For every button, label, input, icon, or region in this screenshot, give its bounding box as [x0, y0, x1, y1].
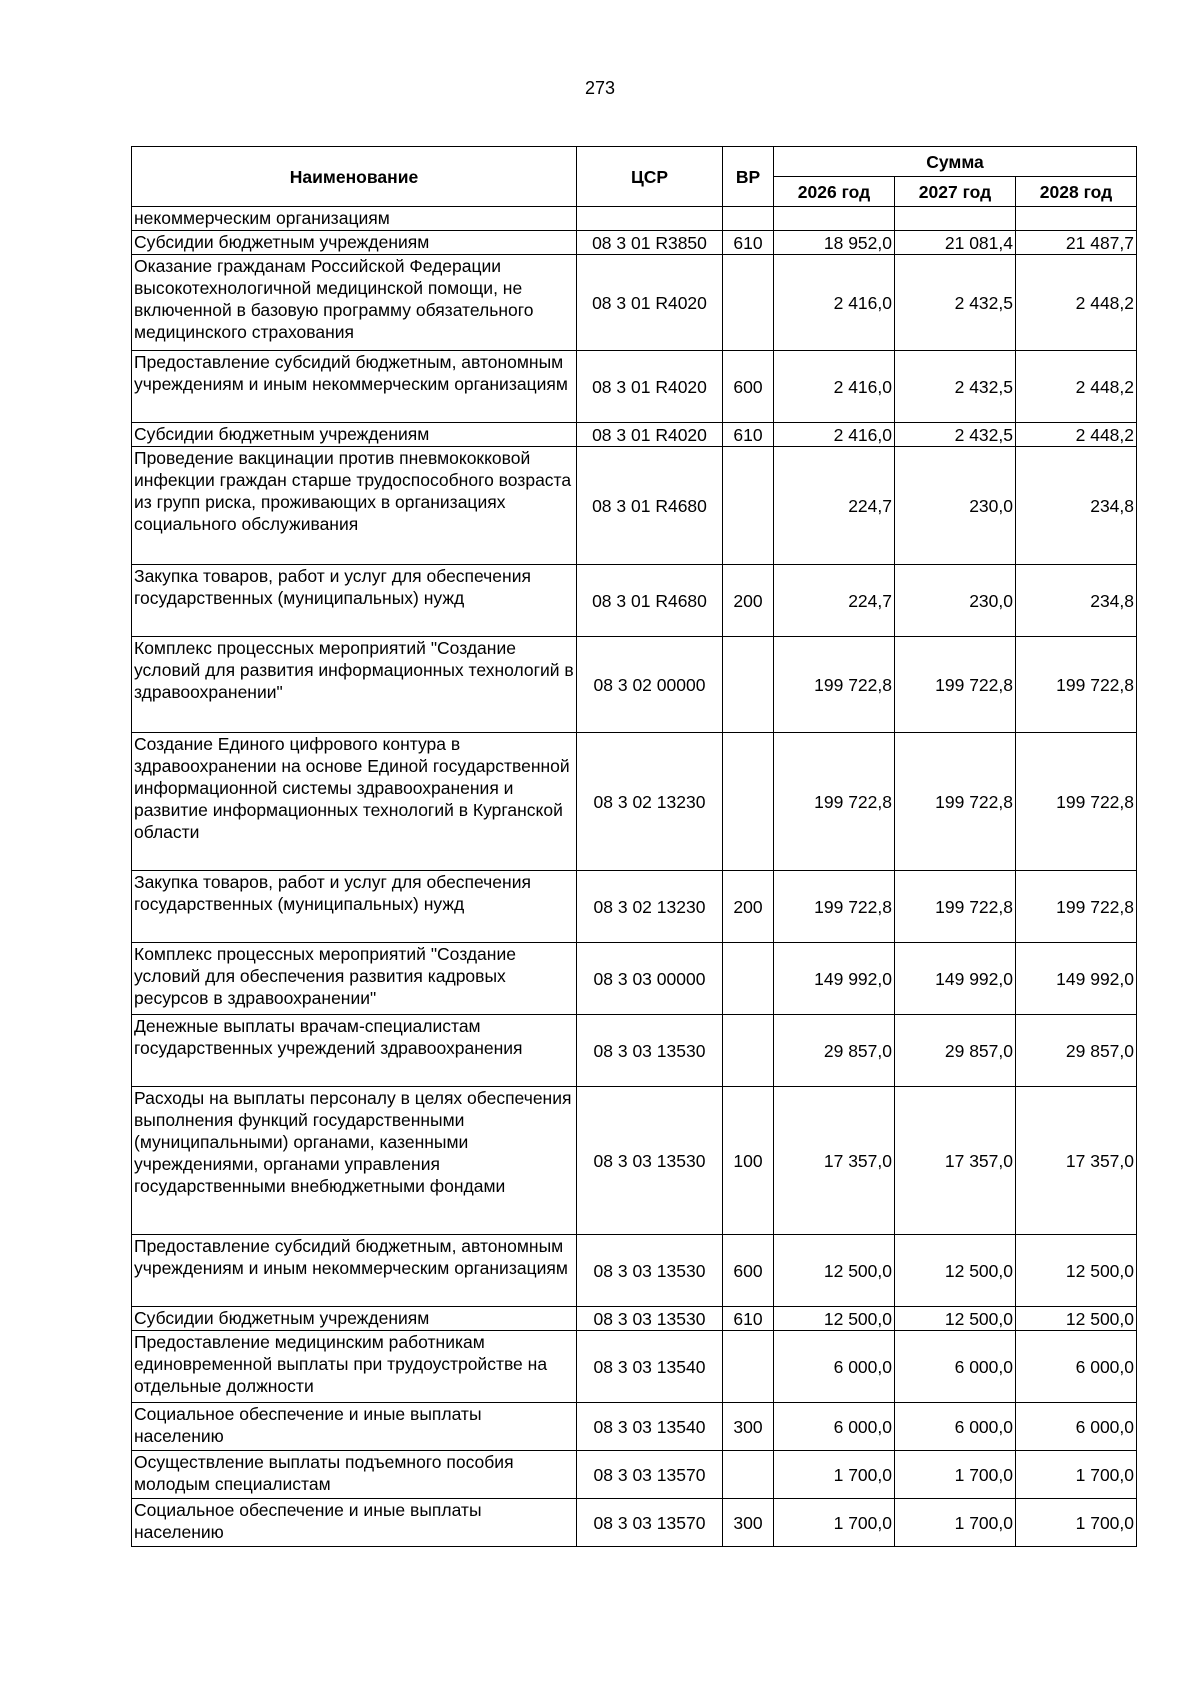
row-sum-2028: 1 700,0 [1016, 1451, 1137, 1499]
row-vr-code [723, 1331, 774, 1403]
row-sum-2027: 12 500,0 [895, 1307, 1016, 1331]
row-sum-2028: 21 487,7 [1016, 231, 1137, 255]
row-sum-2027: 149 992,0 [895, 943, 1016, 1015]
row-name: Комплекс процессных мероприятий "Создание условий для обеспечения развития кадровых ресурсов в здравоохранении" [132, 943, 577, 1015]
row-name: Проведение вакцинации против пневмококковой инфекции граждан старше трудоспособного возраста из групп риска, проживающих в организациях социального обслуживания [132, 447, 577, 565]
row-sum-2028: 29 857,0 [1016, 1015, 1137, 1087]
row-sum-2027: 29 857,0 [895, 1015, 1016, 1087]
row-sum-2028: 234,8 [1016, 565, 1137, 637]
row-name: Оказание гражданам Российской Федерации высокотехнологичной медицинской помощи, не включенной в базовую программу обязательного медицинского страхования [132, 255, 577, 351]
row-sum-2027: 199 722,8 [895, 733, 1016, 871]
row-csr-code: 08 3 01 R4680 [577, 565, 723, 637]
row-sum-2028: 2 448,2 [1016, 423, 1137, 447]
row-sum-2028: 199 722,8 [1016, 733, 1137, 871]
table-row [132, 943, 1137, 1015]
row-sum-2027: 2 432,5 [895, 255, 1016, 351]
row-name: Субсидии бюджетным учреждениям [132, 231, 577, 255]
table-row [132, 207, 1137, 231]
row-sum-2026: 29 857,0 [774, 1015, 895, 1087]
row-vr-code [723, 943, 774, 1015]
row-csr-code: 08 3 03 13530 [577, 1235, 723, 1307]
row-sum-2027: 6 000,0 [895, 1403, 1016, 1451]
table-row [132, 1331, 1137, 1403]
row-csr-code: 08 3 03 13540 [577, 1403, 723, 1451]
row-sum-2026: 6 000,0 [774, 1331, 895, 1403]
table-row [132, 637, 1137, 733]
row-sum-2028: 17 357,0 [1016, 1087, 1137, 1235]
row-name: Субсидии бюджетным учреждениям [132, 423, 577, 447]
row-sum-2027: 21 081,4 [895, 231, 1016, 255]
row-name: Закупка товаров, работ и услуг для обеспечения государственных (муниципальных) нужд [132, 565, 577, 637]
row-vr-code [723, 255, 774, 351]
row-vr-code [723, 1015, 774, 1087]
row-vr-code: 300 [723, 1499, 774, 1547]
row-vr-code [723, 637, 774, 733]
header-name: Наименование [132, 147, 577, 207]
table-row [132, 1307, 1137, 1331]
row-sum-2027: 2 432,5 [895, 423, 1016, 447]
row-csr-code: 08 3 01 R4680 [577, 447, 723, 565]
row-sum-2027: 1 700,0 [895, 1451, 1016, 1499]
row-sum-2026: 17 357,0 [774, 1087, 895, 1235]
row-sum-2027: 2 432,5 [895, 351, 1016, 423]
table-row [132, 871, 1137, 943]
row-csr-code: 08 3 02 00000 [577, 637, 723, 733]
row-csr-code: 08 3 01 R4020 [577, 351, 723, 423]
header-csr: ЦСР [577, 147, 723, 207]
table-row [132, 1499, 1137, 1547]
table-row [132, 565, 1137, 637]
row-name: Осуществление выплаты подъемного пособия молодым специалистам [132, 1451, 577, 1499]
row-sum-2028: 12 500,0 [1016, 1235, 1137, 1307]
row-sum-2026: 1 700,0 [774, 1451, 895, 1499]
table-row [132, 1451, 1137, 1499]
row-vr-code: 610 [723, 423, 774, 447]
row-sum-2026: 2 416,0 [774, 423, 895, 447]
header-year-2027: 2027 год [895, 177, 1016, 207]
row-vr-code: 200 [723, 565, 774, 637]
row-csr-code: 08 3 03 13530 [577, 1087, 723, 1235]
row-csr-code: 08 3 02 13230 [577, 871, 723, 943]
row-vr-code: 610 [723, 1307, 774, 1331]
table-row [132, 1087, 1137, 1235]
row-name: Комплекс процессных мероприятий "Создание условий для развития информационных технологий в здравоохранении" [132, 637, 577, 733]
row-sum-2026: 149 992,0 [774, 943, 895, 1015]
row-csr-code: 08 3 03 00000 [577, 943, 723, 1015]
row-vr-code: 600 [723, 351, 774, 423]
row-sum-2028: 2 448,2 [1016, 255, 1137, 351]
row-vr-code: 300 [723, 1403, 774, 1451]
table-row [132, 1015, 1137, 1087]
table-row [132, 447, 1137, 565]
table-header [132, 147, 1137, 207]
row-sum-2026: 12 500,0 [774, 1235, 895, 1307]
row-name: Денежные выплаты врачам-специалистам государственных учреждений здравоохранения [132, 1015, 577, 1087]
header-year-2028: 2028 год [1016, 177, 1137, 207]
header-sum: Сумма [774, 147, 1137, 177]
table-row [132, 1235, 1137, 1307]
row-vr-code: 610 [723, 231, 774, 255]
table-row [132, 351, 1137, 423]
header-year-2026: 2026 год [774, 177, 895, 207]
row-sum-2026: 1 700,0 [774, 1499, 895, 1547]
row-vr-code: 600 [723, 1235, 774, 1307]
row-sum-2026: 2 416,0 [774, 255, 895, 351]
row-csr-code: 08 3 03 13530 [577, 1307, 723, 1331]
row-vr-code [723, 207, 774, 231]
row-csr-code: 08 3 03 13530 [577, 1015, 723, 1087]
row-sum-2027: 1 700,0 [895, 1499, 1016, 1547]
table-row [132, 423, 1137, 447]
budget-table [131, 146, 1137, 1547]
row-csr-code: 08 3 03 13540 [577, 1331, 723, 1403]
row-name: Предоставление субсидий бюджетным, автономным учреждениям и иным некоммерческим организациям [132, 351, 577, 423]
row-name: Субсидии бюджетным учреждениям [132, 1307, 577, 1331]
row-vr-code [723, 733, 774, 871]
row-name: Предоставление медицинским работникам единовременной выплаты при трудоустройстве на отдельные должности [132, 1331, 577, 1403]
row-sum-2026: 199 722,8 [774, 637, 895, 733]
row-name: Создание Единого цифрового контура в здравоохранении на основе Единой государственной информационной системы здравоохранения и развитие информационных технологий в Курганской области [132, 733, 577, 871]
row-sum-2028: 199 722,8 [1016, 871, 1137, 943]
row-sum-2028: 6 000,0 [1016, 1331, 1137, 1403]
row-sum-2027: 12 500,0 [895, 1235, 1016, 1307]
table-row [132, 255, 1137, 351]
row-sum-2027: 6 000,0 [895, 1331, 1016, 1403]
row-csr-code: 08 3 01 R4020 [577, 255, 723, 351]
row-sum-2027 [895, 207, 1016, 231]
row-sum-2028 [1016, 207, 1137, 231]
row-vr-code [723, 1451, 774, 1499]
row-sum-2026: 12 500,0 [774, 1307, 895, 1331]
row-sum-2028: 1 700,0 [1016, 1499, 1137, 1547]
row-name: Расходы на выплаты персоналу в целях обеспечения выполнения функций государственными (муниципальными) органами, казенными учреждениями, органами управления государственными внебюджетными фондами [132, 1087, 577, 1235]
row-sum-2028: 6 000,0 [1016, 1403, 1137, 1451]
row-csr-code: 08 3 01 R3850 [577, 231, 723, 255]
row-sum-2026: 2 416,0 [774, 351, 895, 423]
row-sum-2027: 199 722,8 [895, 637, 1016, 733]
row-sum-2027: 199 722,8 [895, 871, 1016, 943]
row-sum-2028: 2 448,2 [1016, 351, 1137, 423]
row-name: некоммерческим организациям [132, 207, 577, 231]
row-name: Закупка товаров, работ и услуг для обеспечения государственных (муниципальных) нужд [132, 871, 577, 943]
row-csr-code: 08 3 03 13570 [577, 1451, 723, 1499]
table-row [132, 733, 1137, 871]
row-vr-code: 100 [723, 1087, 774, 1235]
row-sum-2026: 18 952,0 [774, 231, 895, 255]
table-row [132, 1403, 1137, 1451]
header-vr: ВР [723, 147, 774, 207]
row-vr-code: 200 [723, 871, 774, 943]
table-body [132, 207, 1137, 1547]
row-sum-2027: 230,0 [895, 447, 1016, 565]
row-sum-2028: 149 992,0 [1016, 943, 1137, 1015]
row-sum-2026: 224,7 [774, 447, 895, 565]
row-csr-code: 08 3 01 R4020 [577, 423, 723, 447]
row-sum-2026: 6 000,0 [774, 1403, 895, 1451]
row-name: Предоставление субсидий бюджетным, автономным учреждениям и иным некоммерческим организациям [132, 1235, 577, 1307]
page-number: 273 [584, 78, 616, 98]
row-sum-2027: 230,0 [895, 565, 1016, 637]
row-csr-code: 08 3 03 13570 [577, 1499, 723, 1547]
row-csr-code [577, 207, 723, 231]
row-csr-code: 08 3 02 13230 [577, 733, 723, 871]
row-vr-code [723, 447, 774, 565]
row-sum-2026: 199 722,8 [774, 733, 895, 871]
row-sum-2027: 17 357,0 [895, 1087, 1016, 1235]
row-sum-2026: 199 722,8 [774, 871, 895, 943]
row-sum-2026 [774, 207, 895, 231]
table-row [132, 231, 1137, 255]
row-sum-2028: 234,8 [1016, 447, 1137, 565]
row-name: Социальное обеспечение и иные выплаты населению [132, 1499, 577, 1547]
row-sum-2026: 224,7 [774, 565, 895, 637]
row-sum-2028: 12 500,0 [1016, 1307, 1137, 1331]
row-sum-2028: 199 722,8 [1016, 637, 1137, 733]
row-name: Социальное обеспечение и иные выплаты населению [132, 1403, 577, 1451]
